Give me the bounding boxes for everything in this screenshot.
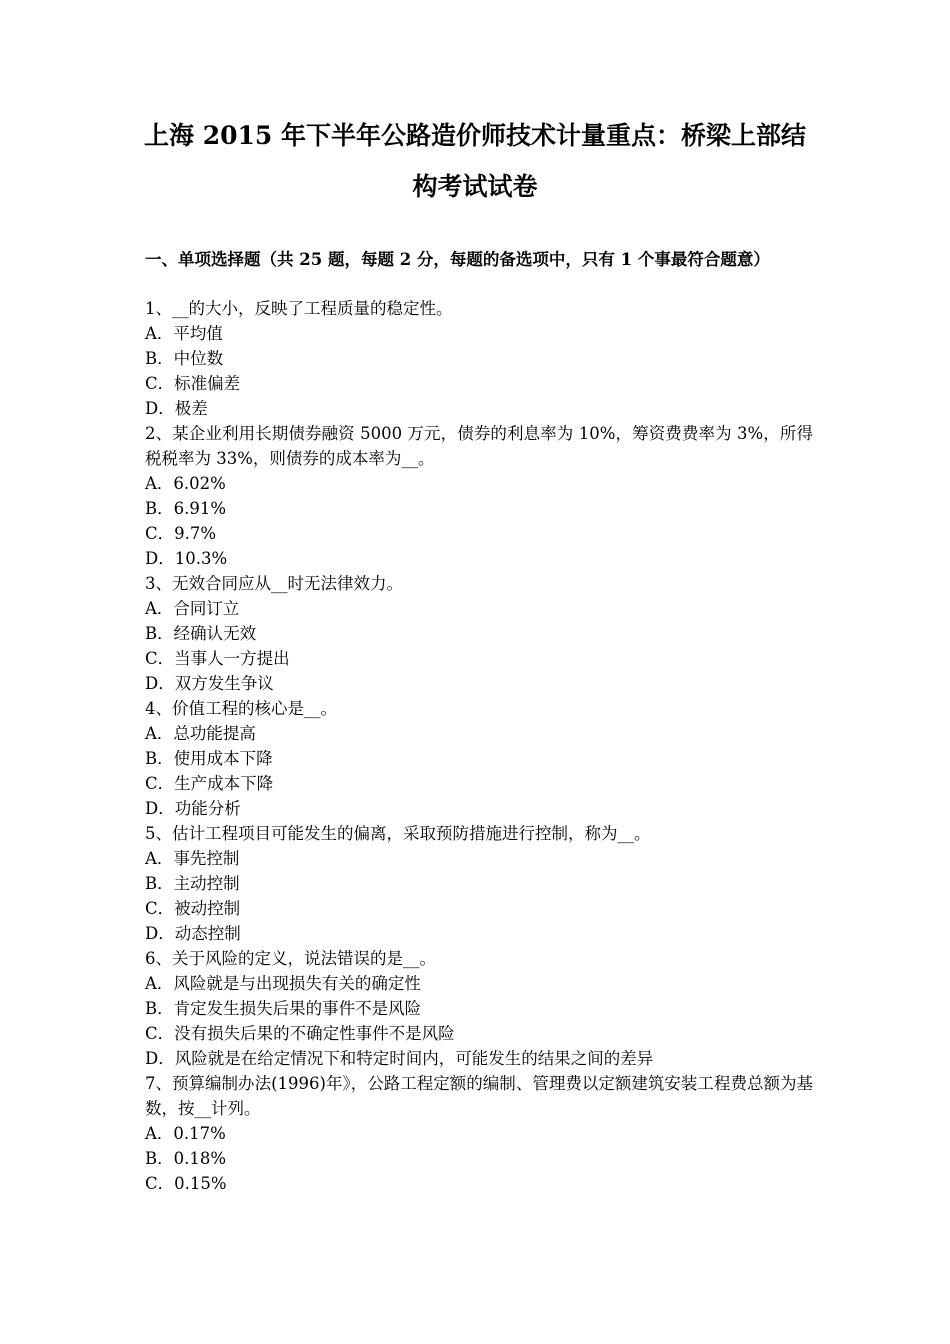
answer-option: D．风险就是在给定情况下和特定时间内，可能发生的结果之间的差异	[145, 1049, 654, 1068]
answer-option: A．风险就是与出现损失有关的确定性	[145, 974, 421, 993]
answer-option: C．生产成本下降	[145, 774, 274, 793]
question-stem: 7、预算编制办法(1996)年》，公路工程定额的编制、管理费以定额建筑安装工程费总额为基数，按__计列。	[145, 1074, 813, 1118]
answer-option: A．合同订立	[145, 599, 240, 618]
answer-option: D．功能分析	[145, 799, 241, 818]
answer-option: B．0.18%	[145, 1149, 227, 1168]
answer-option: C．0.15%	[145, 1174, 227, 1193]
question-stem: 5、估计工程项目可能发生的偏离，采取预防措施进行控制，称为__。	[145, 824, 651, 843]
answer-option: B．中位数	[145, 349, 224, 368]
answer-option: A．0.17%	[145, 1124, 226, 1143]
answer-option: A．总功能提高	[145, 724, 256, 743]
answer-option: B．经确认无效	[145, 624, 257, 643]
answer-option: D．动态控制	[145, 924, 241, 943]
answer-option: C．标准偏差	[145, 374, 241, 393]
answer-option: B．6.91%	[145, 499, 227, 518]
question-list	[145, 296, 813, 1196]
document-title-line-2: 构考试试卷	[412, 172, 538, 201]
answer-option: A．平均值	[145, 324, 223, 343]
answer-option: D．双方发生争议	[145, 674, 274, 693]
answer-option: C．9.7%	[145, 524, 217, 543]
question-stem: 1、__的大小，反映了工程质量的稳定性。	[145, 299, 453, 318]
answer-option: A．事先控制	[145, 849, 240, 868]
answer-option: B．肯定发生损失后果的事件不是风险	[145, 999, 422, 1018]
answer-option: D．极差	[145, 399, 208, 418]
answer-option: C．没有损失后果的不确定性事件不是风险	[145, 1024, 455, 1043]
answer-option: B．使用成本下降	[145, 749, 273, 768]
answer-option: B．主动控制	[145, 874, 240, 893]
section-heading: 一、单项选择题（共 25 题，每题 2 分，每题的备选项中，只有 1 个事最符合题意）	[145, 250, 770, 269]
question-stem: 6、关于风险的定义，说法错误的是__。	[145, 949, 436, 968]
document-title-line-1: 上海 2015 年下半年公路造价师技术计量重点：桥梁上部结	[144, 121, 806, 150]
question-stem: 2、某企业利用长期债券融资 5000 万元，债券的利息率为 10%，筹资费费率为 3%，所得税税率为 33%，则债券的成本率为__。	[145, 424, 813, 468]
answer-option: D．10.3%	[145, 549, 228, 568]
question-stem: 3、无效合同应从__时无法律效力。	[145, 574, 403, 593]
answer-option: A．6.02%	[145, 474, 226, 493]
question-stem: 4、价值工程的核心是__。	[145, 699, 337, 718]
answer-option: C．被动控制	[145, 899, 241, 918]
answer-option: C．当事人一方提出	[145, 649, 290, 668]
